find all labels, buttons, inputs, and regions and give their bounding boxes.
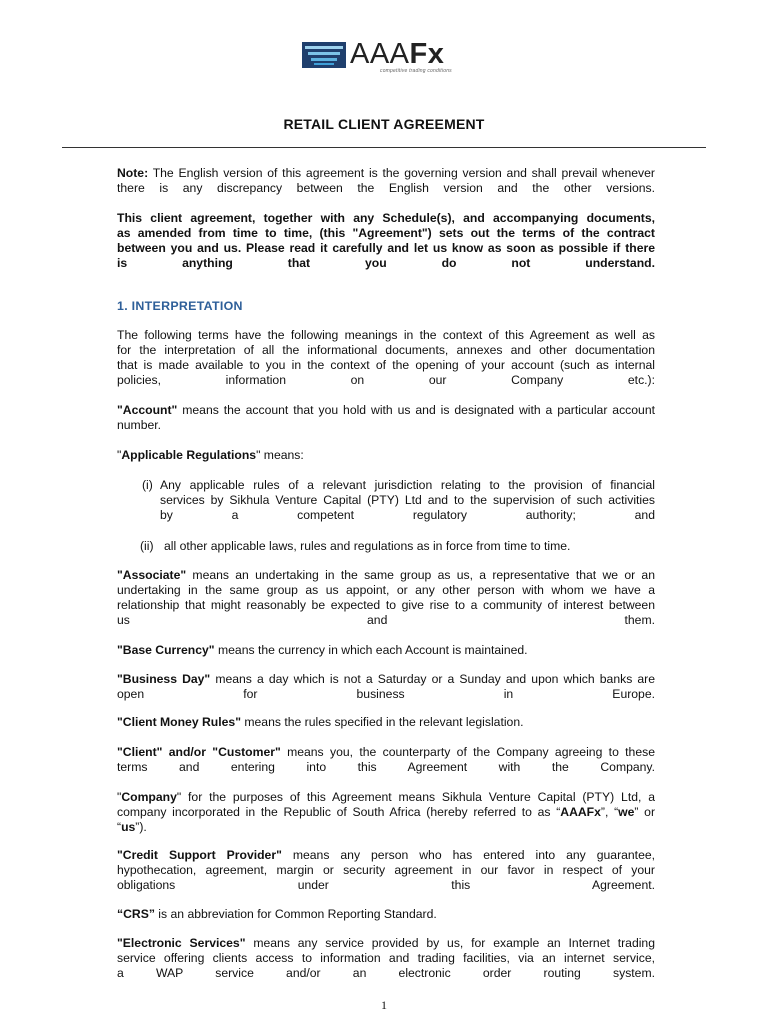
regulations-item-2: all other applicable laws, rules and regulations as in force from time to time. (164, 539, 571, 553)
definition-credit-support-provider: "Credit Support Provider" means any person who has entered into any guarantee, hypothecation, agreement, margin or security agreement in our favor in respect of your obligations under this Agreement. (117, 848, 655, 892)
company-logo (302, 38, 470, 78)
definition-electronic-services: "Electronic Services" means any service provided by us, for example an Internet trading service offering clients access to information and trading facilities, via an internet service, a WAP service and/or an electronic order routing system. (117, 936, 655, 980)
definition-applicable-regulations: "Applicable Regulations" means: (117, 448, 304, 462)
definition-base-currency: "Base Currency" means the currency in which each Account is maintained. (117, 643, 528, 657)
logo-tagline: competitive trading conditions (380, 68, 452, 74)
page-number: 1 (381, 998, 387, 1012)
definition-crs: “CRS” is an abbreviation for Common Reporting Standard. (117, 907, 437, 921)
definition-associate: "Associate" means an undertaking in the same group as us, a representative that we or an undertaking in the same group as us appoint, or any other person with whom we have a relationship that might reasonably be expected to give rise to a community of interest between us and them. (117, 568, 655, 627)
definition-company: "Company" for the purposes of this Agreement means Sikhula Venture Capital (PTY) Ltd, a company incorporated in the Republic of South Africa (hereby referred to as “AAAFx”, “we” or “us”). (117, 790, 655, 834)
intro-paragraph: This client agreement, together with any Schedule(s), and accompanying documents, as amended from time to time, (this "Agreement") sets out the terms of the contract between you and us. Please read it carefully and let us know as soon as possible if there is anything that you do not understand. (117, 211, 655, 270)
regulations-item-1: Any applicable rules of a relevant jurisdiction relating to the provision of financial services by Sikhula Venture Capital (PTY) Ltd and to the supervision of such activities by a competent regulatory authority; and (160, 478, 655, 522)
definition-account: "Account" means the account that you hold with us and is designated with a particular account number. (117, 403, 655, 432)
definition-client-customer: "Client" and/or "Customer" means you, the counterparty of the Company agreeing to these terms and entering into this Agreement with the Company. (117, 745, 655, 774)
definition-client-money-rules: "Client Money Rules" means the rules specified in the relevant legislation. (117, 715, 524, 729)
title-divider (62, 147, 706, 148)
logo-stripes-icon (302, 42, 346, 68)
definition-business-day: "Business Day" means a day which is not a Saturday or a Sunday and upon which banks are open for business in Europe. (117, 672, 655, 701)
interpretation-lead-paragraph: The following terms have the following meanings in the context of this Agreement as well as for the interpretation of all the informational documents, annexes and other documentation that is made available to you in the context of the opening of your account (such as internal policies, information on our Company etc.): (117, 328, 655, 387)
document-title: RETAIL CLIENT AGREEMENT (283, 116, 485, 132)
list-marker-i: (i) (142, 478, 153, 492)
section-heading-interpretation: 1. INTERPRETATION (117, 299, 243, 313)
list-marker-ii: (ii) (140, 539, 154, 553)
logo-wordmark: AAAFx (350, 38, 445, 70)
note-paragraph: Note: The English version of this agreement is the governing version and shall prevail whenever there is any discrepancy between the English version and the other versions. (117, 166, 655, 195)
